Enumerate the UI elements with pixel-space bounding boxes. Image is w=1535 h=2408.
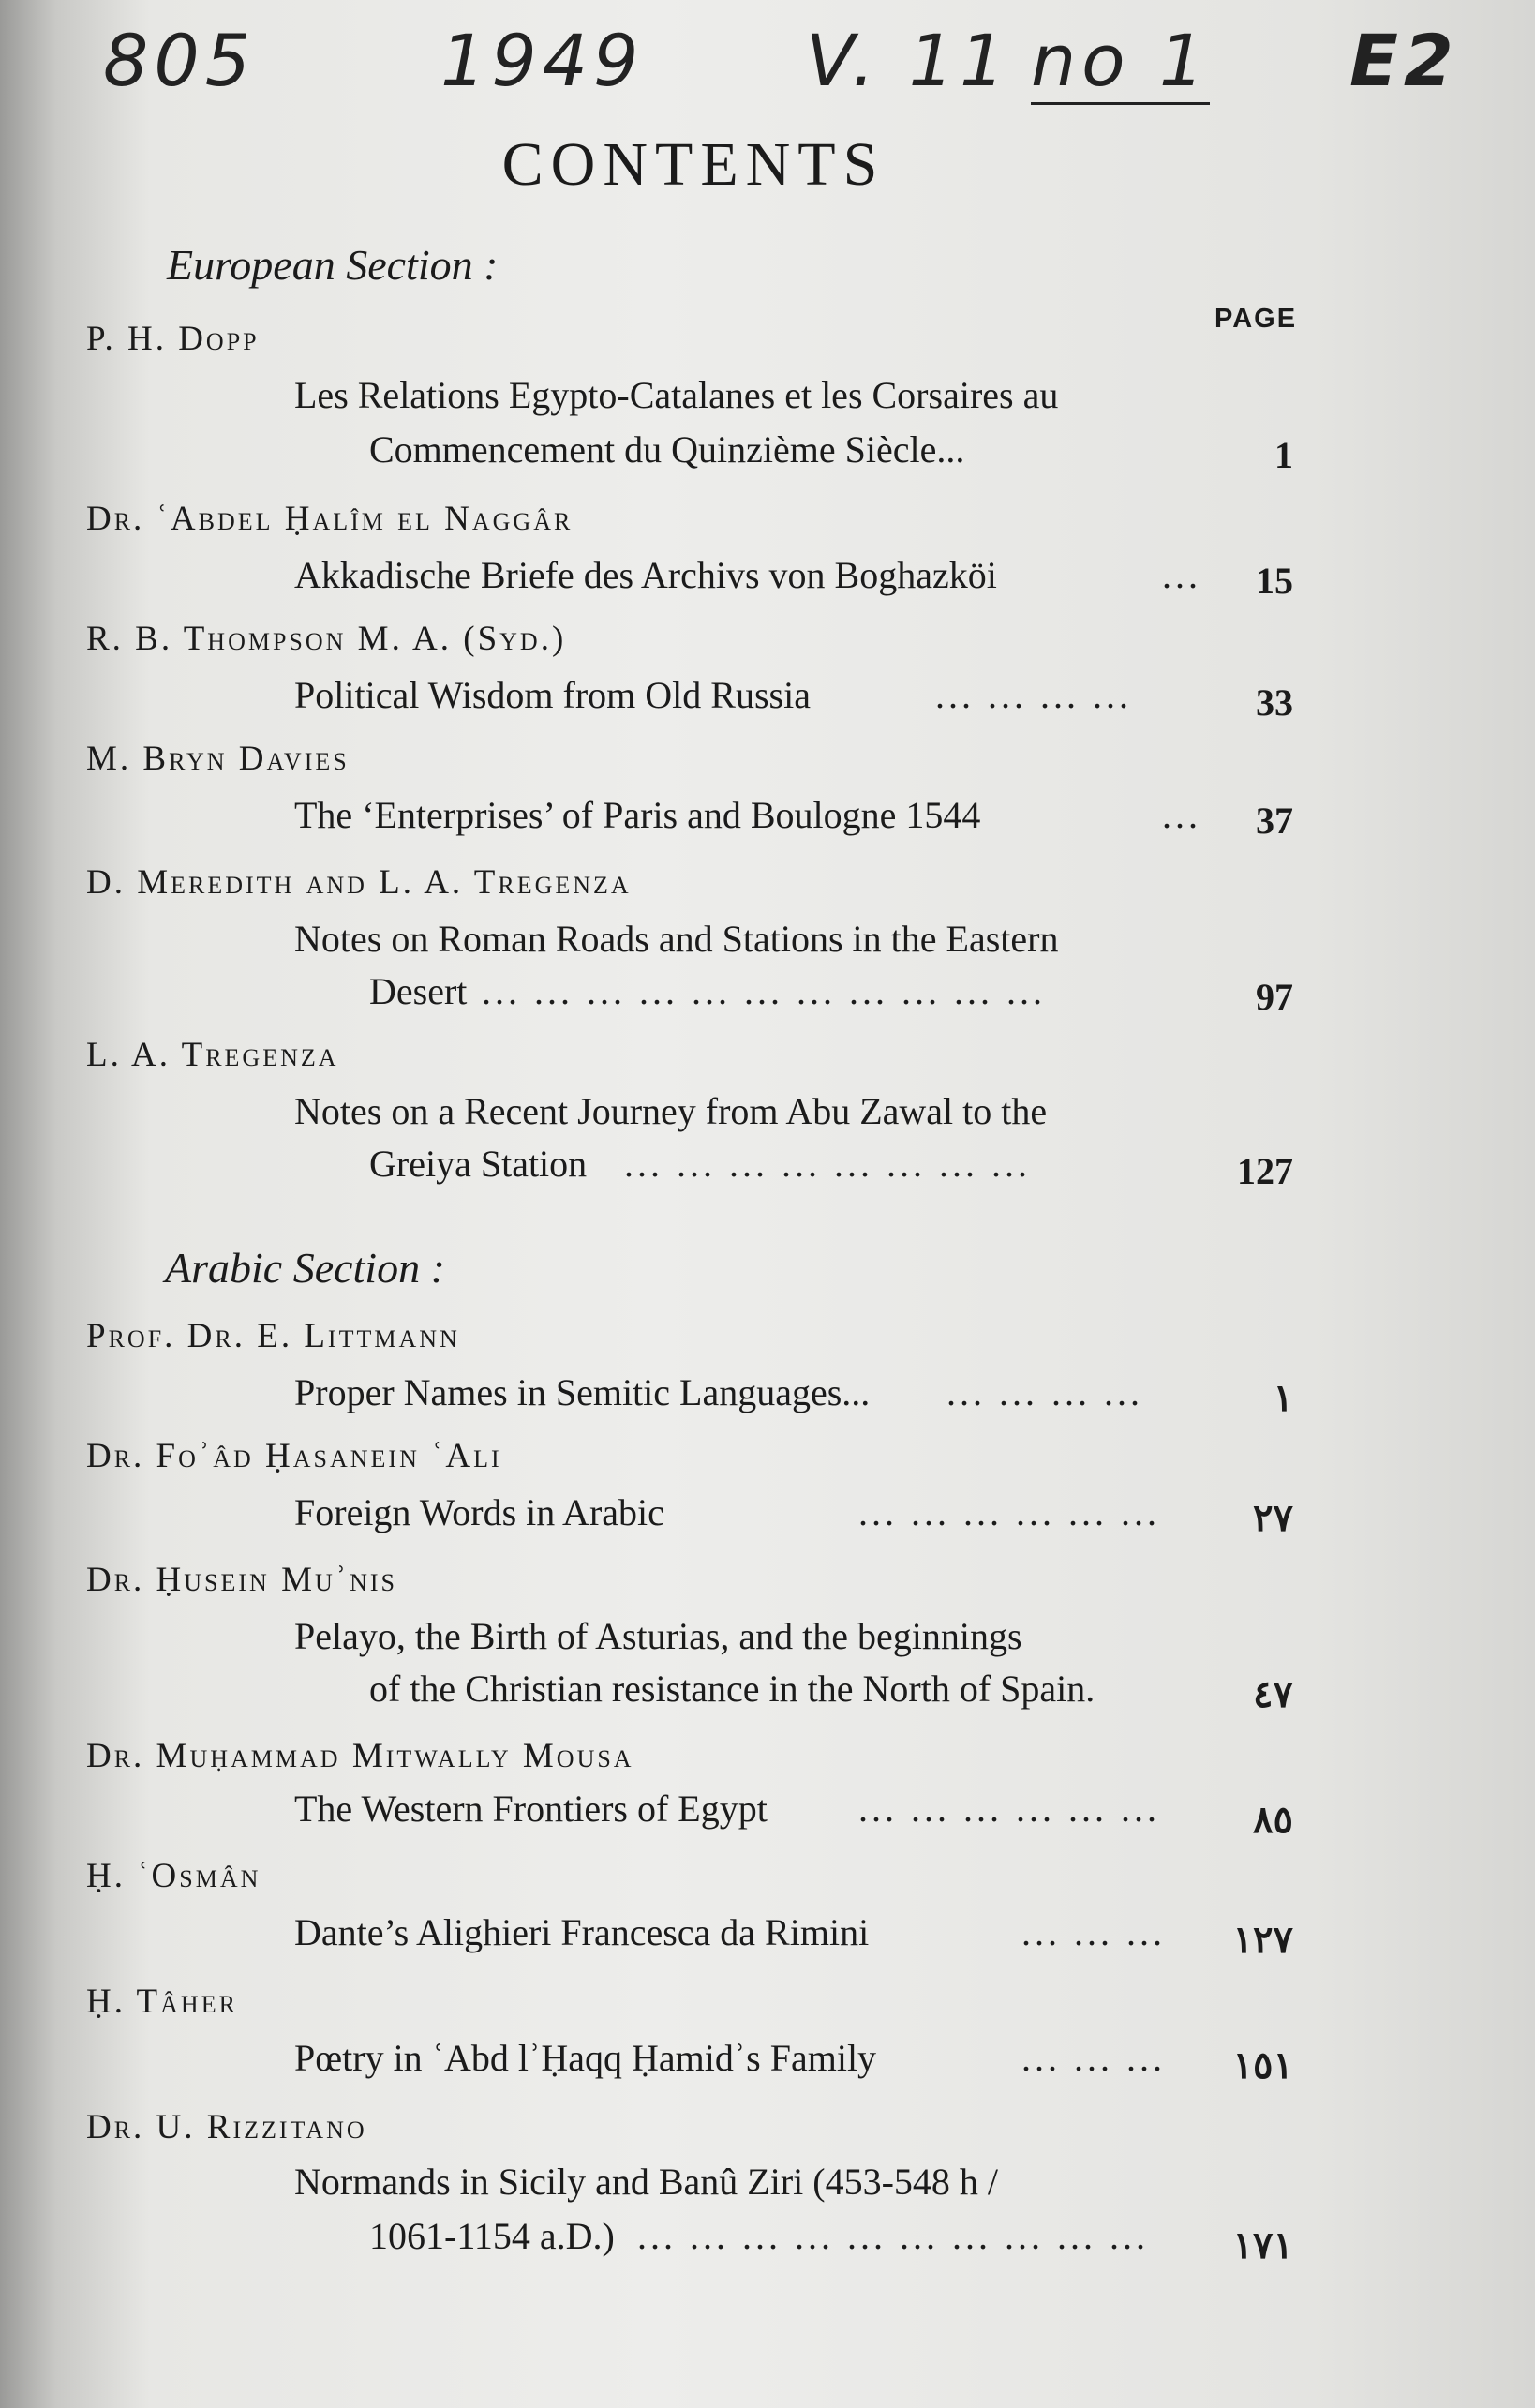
entry-page: ١٥١ — [1232, 2044, 1293, 2086]
entry-leader-dots: ... ... ... — [1021, 2037, 1166, 2079]
entry-title-line1: Pœtry in ʿAbd lʾḤaqq Ḥamidʾs Family — [294, 2037, 877, 2079]
entry-page: 33 — [1256, 681, 1293, 724]
entry-author: Ḥ. ʿOsmân — [86, 1857, 261, 1895]
entry-page: 127 — [1237, 1150, 1293, 1192]
entry-leader-dots: ... ... ... ... ... ... ... ... ... ... — [637, 2215, 1149, 2257]
entry-title-line2: of the Christian resistance in the North of Spain. — [369, 1668, 1095, 1710]
entry-title-line2: Greiya Station — [369, 1143, 588, 1185]
handwritten-ref: 805 — [103, 19, 257, 102]
entry-title-line1: Normands in Sicily and Banû Ziri (453-548 h / — [294, 2161, 999, 2203]
entry-title-line2: 1061-1154 a.D.) — [369, 2215, 615, 2257]
entry-author: Dr. Foʾâd Ḥasanein ʿAli — [86, 1437, 502, 1475]
european-section-label: European Section : — [167, 241, 499, 289]
entry-leader-dots: ... ... ... ... ... ... ... ... — [624, 1143, 1031, 1185]
entry-page: ١٢٧ — [1232, 1919, 1293, 1961]
entry-title-line2: Desert — [369, 970, 468, 1012]
entry-page: 1 — [1274, 434, 1293, 476]
entry-title-line1: The Western Frontiers of Egypt — [294, 1787, 768, 1830]
entry-title-line1: Dante’s Alighieri Francesca da Rimini — [294, 1911, 870, 1953]
entry-page: 15 — [1256, 560, 1293, 602]
entry-title-line1: Pelayo, the Birth of Asturias, and the beginnings — [294, 1615, 1022, 1657]
entry-page: ١٧١ — [1232, 2224, 1293, 2266]
entry-title-line1: Political Wisdom from Old Russia — [294, 674, 811, 716]
handwritten-year: 1949 — [440, 19, 645, 102]
entry-title-line1: Akkadische Briefe des Archivs von Boghazköi — [294, 554, 997, 596]
entry-title-line1: Notes on a Recent Journey from Abu Zawal to the — [294, 1090, 1048, 1132]
entry-leader-dots: ... ... ... ... — [946, 1371, 1143, 1413]
entry-page: ٨٥ — [1253, 1799, 1293, 1841]
entry-author: Ḥ. Tâher — [86, 1982, 238, 2021]
arabic-section-label: Arabic Section : — [165, 1244, 445, 1292]
entry-title-line1: Proper Names in Semitic Languages... — [294, 1371, 871, 1413]
entry-leader-dots: ... ... ... ... ... ... — [858, 1787, 1160, 1830]
page-column-label: PAGE — [1215, 304, 1298, 334]
entry-author: Dr. ʿAbdel Ḥalîm el Naggâr — [86, 500, 574, 538]
entry-leader-dots: ... — [1162, 554, 1201, 596]
entry-leader-dots: ... ... ... — [1021, 1911, 1166, 1953]
entry-leader-dots: ... ... ... ... — [935, 674, 1132, 716]
entry-author: Dr. Ḥusein Muʾnis — [86, 1561, 397, 1599]
entry-author: R. B. Thompson M. A. (Syd.) — [86, 620, 567, 658]
entry-page: 37 — [1256, 800, 1293, 842]
entry-author: Dr. Muḥammad Mitwally Mousa — [86, 1737, 634, 1775]
entry-title-line1: Foreign Words in Arabic — [294, 1491, 664, 1533]
entry-author: M. Bryn Davies — [86, 740, 350, 778]
entry-title-line1: Notes on Roman Roads and Stations in the Eastern — [294, 918, 1059, 960]
entry-author: L. A. Tregenza — [86, 1036, 339, 1074]
handwritten-volume: V. 11 — [806, 19, 1011, 102]
handwritten-mark: E2 — [1349, 19, 1459, 102]
entry-author: P. H. Dopp — [86, 320, 260, 358]
entry-title-line2: Commencement du Quinzième Siècle... — [369, 428, 965, 471]
entry-title-line1: Les Relations Egypto-Catalanes et les Corsaires au — [294, 374, 1059, 416]
entry-leader-dots: ... ... ... ... ... ... ... ... ... ... ... — [482, 970, 1046, 1012]
entry-title-line1: The ‘Enterprises’ of Paris and Boulogne 1544 — [294, 794, 981, 836]
entry-page: ٤٧ — [1253, 1673, 1293, 1715]
entry-author: Prof. Dr. E. Littmann — [86, 1317, 460, 1355]
entry-page: ١ — [1273, 1377, 1293, 1419]
handwritten-number: no 1 — [1031, 19, 1210, 105]
entry-author: Dr. U. Rizzitano — [86, 2108, 367, 2146]
entry-leader-dots: ... ... ... ... ... ... — [858, 1491, 1160, 1533]
page-title: CONTENTS — [501, 130, 886, 199]
entry-page: 97 — [1256, 976, 1293, 1018]
entry-page: ٢٧ — [1253, 1497, 1293, 1539]
entry-author: D. Meredith and L. A. Tregenza — [86, 863, 632, 902]
entry-leader-dots: ... — [1162, 794, 1201, 836]
